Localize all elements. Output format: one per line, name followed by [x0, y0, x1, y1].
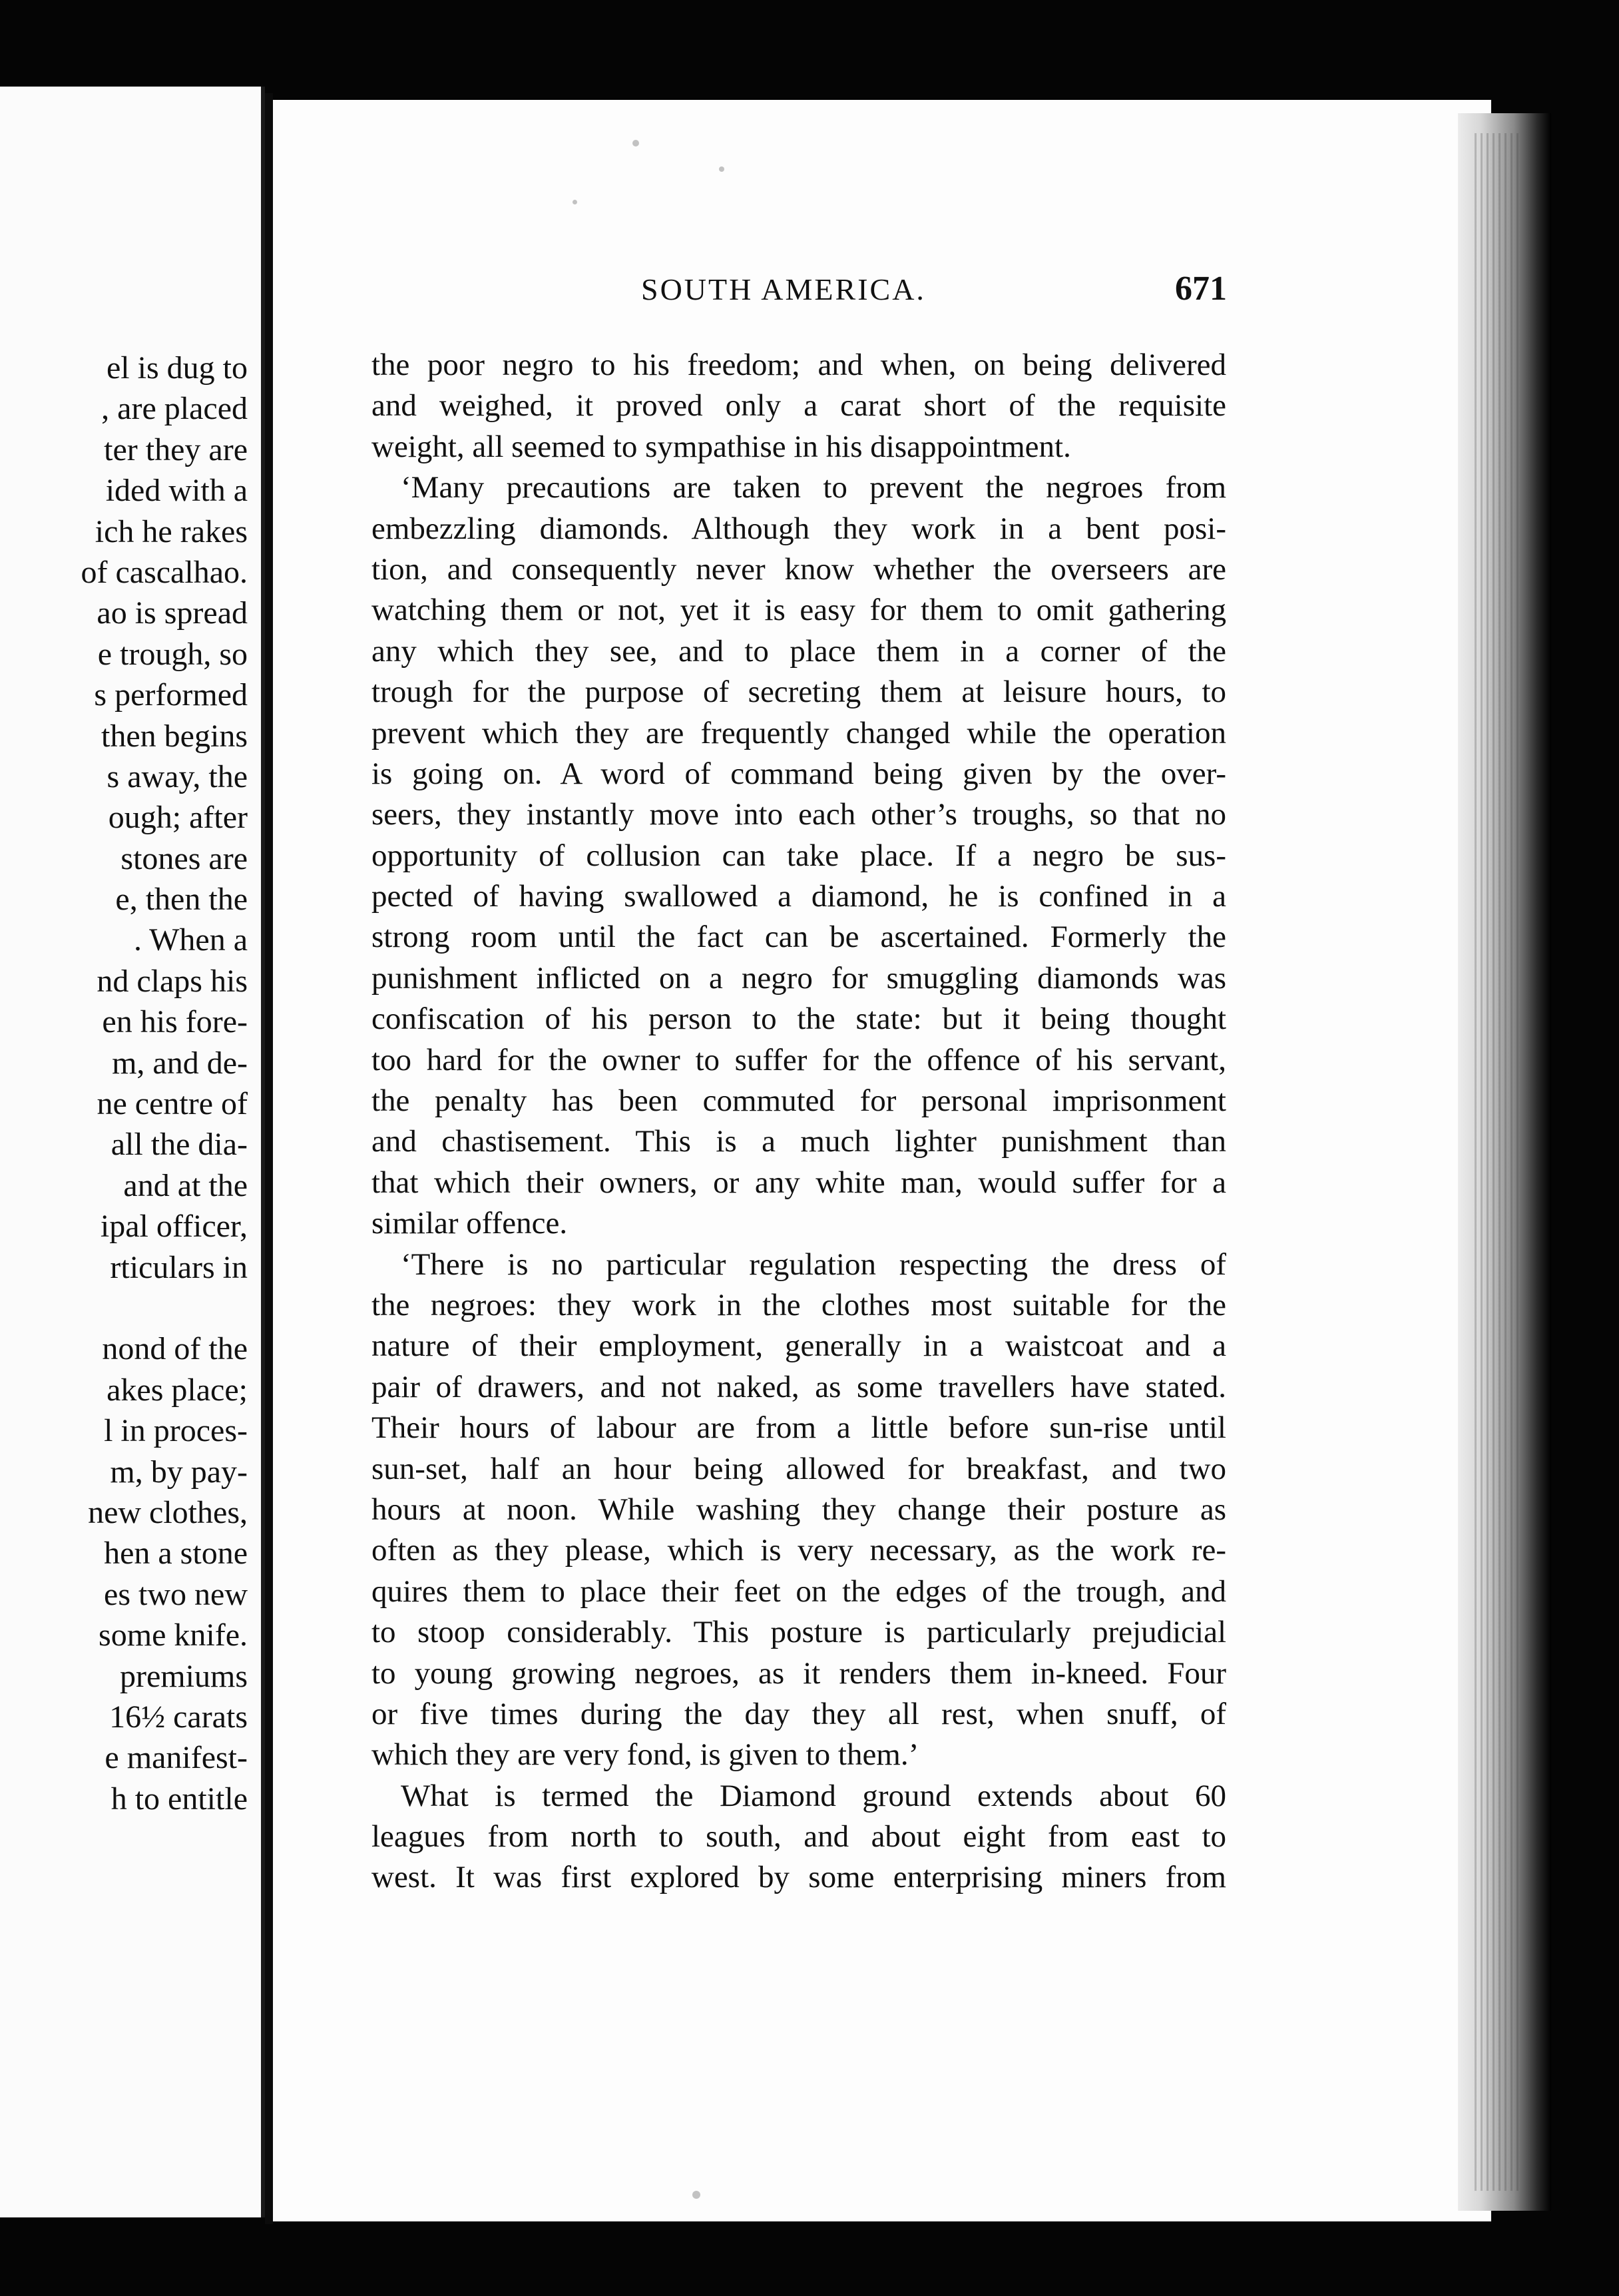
text-line: and weighed, it proved only a carat short of the requisite — [371, 388, 1226, 424]
left-page-line: ich he rakes — [95, 513, 248, 549]
left-page-line: 16½ carats — [109, 1699, 248, 1735]
text-line: trough for the purpose of secreting them at leisure hours, to — [371, 675, 1226, 710]
left-page-fragment — [0, 87, 265, 2217]
left-page-line: s performed — [94, 677, 248, 713]
left-page-line: e trough, so — [97, 636, 248, 672]
text-line: the poor negro to his freedom; and when, on being delivered — [371, 348, 1226, 382]
left-page-line: l in proces- — [104, 1413, 248, 1449]
left-page-line: nd claps his — [97, 963, 248, 999]
left-page-line: hen a stone — [104, 1536, 248, 1572]
scan-speck — [692, 2191, 700, 2199]
scan-speck — [573, 200, 577, 204]
text-line: often as they please, which is very necessary, as the work re- — [371, 1533, 1226, 1568]
text-line: What is termed the Diamond ground extends about 60 — [401, 1778, 1226, 1813]
text-line: pected of having swallowed a diamond, he is confined in a — [371, 879, 1226, 914]
text-line: ‘Many precautions are taken to prevent the negroes from — [401, 470, 1226, 505]
left-page-line: m, by pay- — [110, 1454, 248, 1490]
text-line: strong room until the fact can be ascertained. Formerly the — [371, 920, 1226, 955]
text-line: the penalty has been commuted for personal imprisonment — [371, 1083, 1226, 1119]
left-page-line: el is dug to — [107, 350, 248, 386]
text-line: west. It was first explored by some enterprising miners from — [371, 1860, 1226, 1895]
text-line: that which their owners, or any white man, would suffer for a — [371, 1165, 1226, 1200]
left-page-line: ipal officer, — [100, 1209, 248, 1245]
left-page-line: rticulars in — [110, 1249, 248, 1285]
running-title: SOUTH AMERICA. — [641, 272, 926, 306]
left-page-line: akes place; — [107, 1372, 248, 1408]
text-line: to stoop considerably. This posture is particularly prejudicial — [371, 1615, 1226, 1650]
left-page-line: en his fore- — [102, 1004, 248, 1040]
text-line: is going on. A word of command being given by the over- — [371, 756, 1226, 791]
text-line: weight, all seemed to sympathise in his disappointment. — [371, 429, 1071, 464]
page-edge-texture — [1475, 133, 1521, 2191]
left-page-line: e, then the — [115, 882, 248, 918]
left-page-line: h to entitle — [111, 1781, 248, 1817]
running-head — [369, 272, 1227, 318]
text-line: or five times during the day they all rest, when snuff, of — [371, 1696, 1226, 1731]
left-page-line: . When a — [133, 922, 248, 958]
text-line: similar offence. — [371, 1206, 568, 1241]
left-page-line: ne centre of — [97, 1086, 248, 1122]
text-line: sun-set, half an hour being allowed for breakfast, and two — [371, 1451, 1226, 1486]
text-line: pair of drawers, and not naked, as some travellers have stated. — [371, 1369, 1226, 1404]
left-page-line: , are placed — [101, 391, 248, 427]
text-line: Their hours of labour are from a little before sun-rise until — [371, 1410, 1226, 1446]
body-text — [371, 345, 1226, 1898]
book-gutter — [265, 93, 273, 2224]
left-page-line: m, and de- — [112, 1045, 248, 1081]
left-page-line: ided with a — [105, 473, 248, 509]
left-page-line: nond of the — [102, 1331, 248, 1367]
text-line: watching them or not, yet it is easy for them to omit gathering — [371, 593, 1226, 628]
left-page-line: all the dia- — [111, 1127, 248, 1163]
left-page-line: some knife. — [99, 1617, 248, 1653]
left-page-line: of cascalhao. — [81, 554, 248, 590]
left-page-line: new clothes, — [88, 1494, 248, 1530]
text-line: too hard for the owner to suffer for the offence of his servant, — [371, 1042, 1226, 1077]
text-line: confiscation of his person to the state: but it being thought — [371, 1002, 1226, 1037]
text-line: ‘There is no particular regulation respecting the dress of — [401, 1247, 1226, 1282]
left-page-line: and at the — [123, 1167, 248, 1203]
text-line: the negroes: they work in the clothes most suitable for the — [371, 1287, 1226, 1322]
left-page-text — [0, 348, 248, 1819]
page-number: 671 — [1175, 270, 1227, 308]
left-page-line: ter they are — [104, 431, 248, 467]
text-line: quires them to place their feet on the edges of the trough, and — [371, 1574, 1226, 1609]
text-line: leagues from north to south, and about eight from east to — [371, 1819, 1226, 1855]
text-line: any which they see, and to place them in a corner of the — [371, 633, 1226, 669]
scan-speck — [719, 166, 724, 172]
text-line: hours at noon. While washing they change their posture as — [371, 1492, 1226, 1527]
scan-speck — [632, 140, 639, 146]
text-line: to young growing negroes, as it renders them in-kneed. Four — [371, 1655, 1226, 1691]
left-page-line: stones are — [120, 840, 248, 876]
text-line: opportunity of collusion can take place. If a negro be sus- — [371, 838, 1226, 873]
left-page-line: s away, the — [107, 758, 248, 794]
text-line: embezzling diamonds. Although they work in a bent posi- — [371, 511, 1226, 546]
left-page-line: e manifest- — [105, 1740, 248, 1776]
text-line: seers, they instantly move into each other’s troughs, so that no — [371, 797, 1226, 832]
text-line: which they are very fond, is given to them.’ — [371, 1737, 919, 1773]
left-page-line: ough; after — [108, 800, 248, 836]
text-line: nature of their employment, generally in a waistcoat and a — [371, 1328, 1226, 1364]
text-line: tion, and consequently never know whether the overseers are — [371, 551, 1226, 587]
text-line: punishment inflicted on a negro for smuggling diamonds was — [371, 960, 1226, 996]
left-page-line: then begins — [101, 718, 248, 754]
text-line: and chastisement. This is a much lighter punishment than — [371, 1124, 1226, 1159]
text-line: prevent which they are frequently changed while the operation — [371, 715, 1226, 750]
left-page-line — [0, 1288, 248, 1328]
left-page-line: es two new — [104, 1576, 248, 1612]
left-page-line: ao is spread — [97, 595, 248, 631]
left-page-line: premiums — [120, 1658, 248, 1694]
